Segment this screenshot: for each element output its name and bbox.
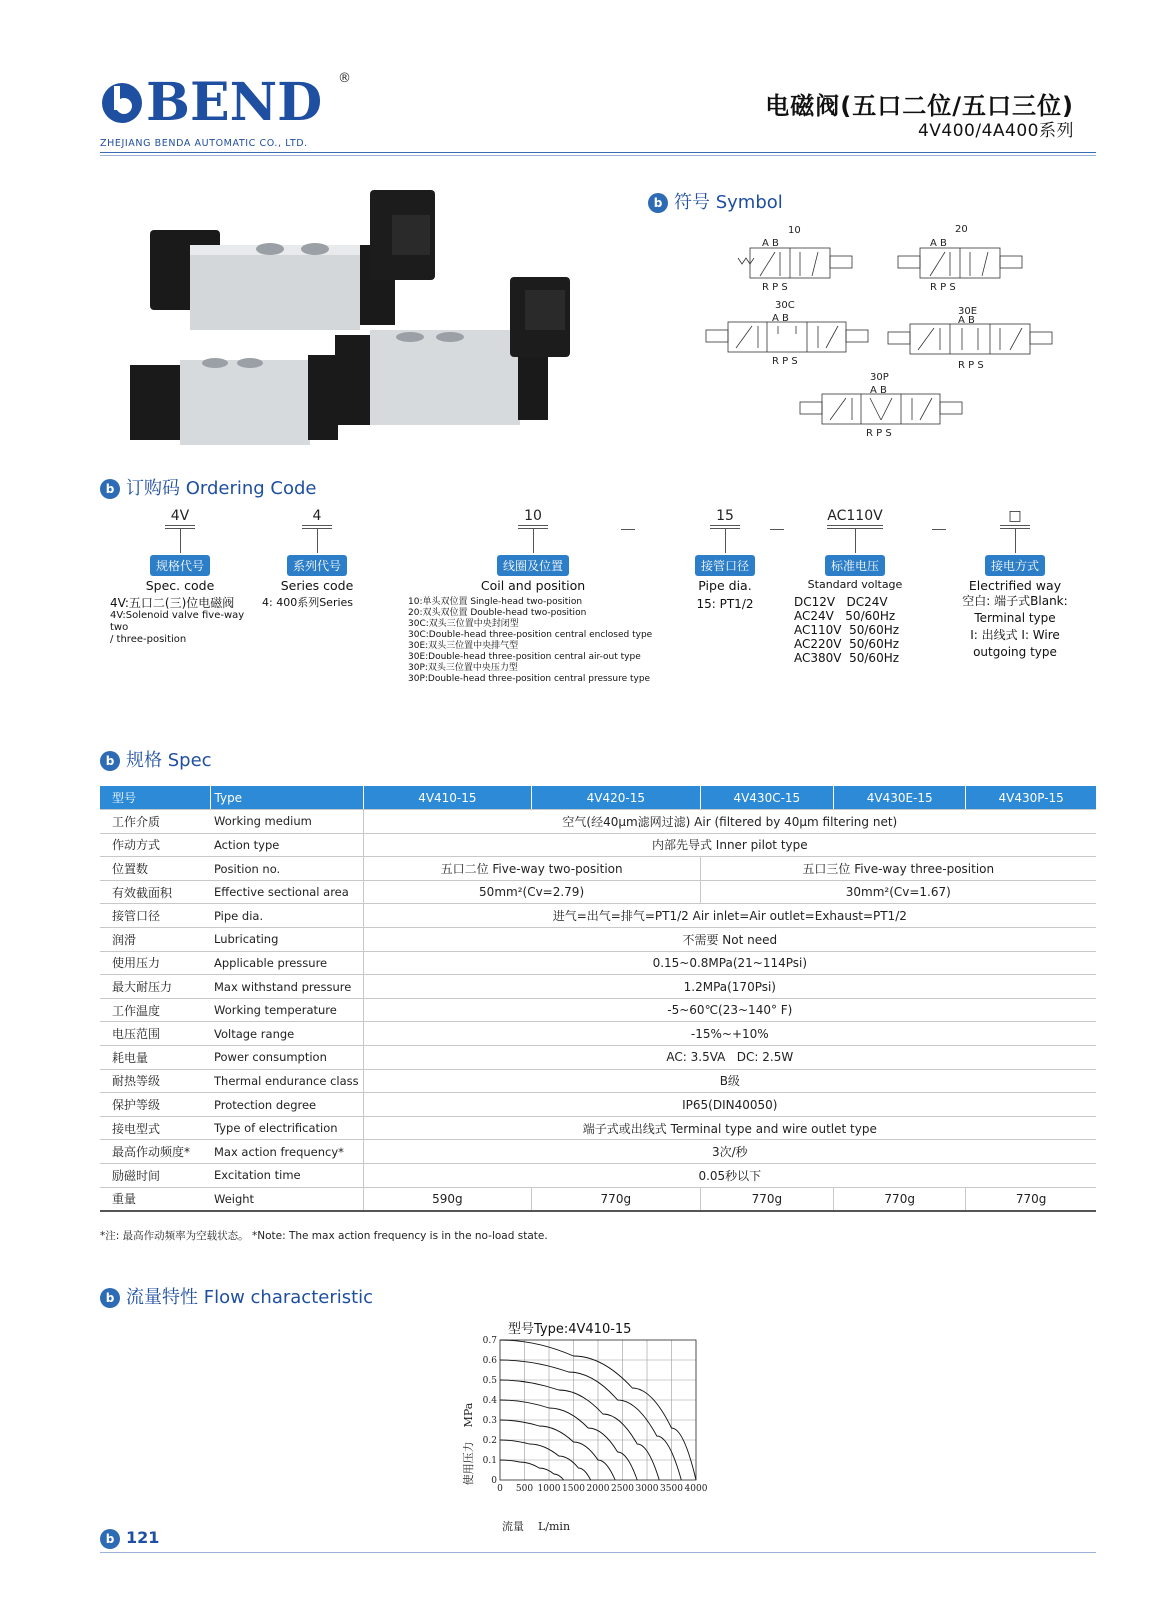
x-tick-label: 1000: [537, 1484, 561, 1494]
code-stem: [725, 529, 726, 553]
product-photo: [130, 185, 600, 455]
symbol-ab: A B: [930, 238, 947, 249]
section-bullet-icon: b: [100, 1288, 120, 1308]
row-label-cn: 作动方式: [100, 833, 210, 857]
svg-text:®: ®: [338, 71, 351, 86]
row-label-cn: 励磁时间: [100, 1164, 210, 1188]
code-stem: [855, 529, 856, 553]
row-label-cn: 工作介质: [100, 810, 210, 834]
code-underline: [1000, 525, 1030, 526]
ordering-col-pipe: [680, 508, 770, 611]
row-value: 五口二位 Five-way two-position: [363, 857, 700, 881]
ordering-code: AC110V: [827, 508, 883, 524]
table-row: [100, 951, 1096, 975]
code-stem: [1015, 529, 1016, 553]
symbol-ab: A B: [870, 385, 887, 396]
symbol-label-30e: 30E: [958, 306, 978, 317]
ordering-en-label: Series code: [280, 578, 354, 593]
row-value: B级: [363, 1069, 1096, 1093]
table-row: [100, 1069, 1096, 1093]
row-value: 3次/秒: [363, 1140, 1096, 1164]
chart-y-axis-label: 使用压力 MPa: [462, 1402, 475, 1486]
row-value: 不需要 Not need: [363, 928, 1096, 952]
row-value: 0.15~0.8MPa(21~114Psi): [363, 951, 1096, 975]
table-row: [100, 975, 1096, 999]
header-divider-2: [100, 155, 1096, 156]
ordering-desc: DC12V DC24V: [794, 595, 888, 609]
code-separator: [770, 529, 784, 530]
row-value: 五口三位 Five-way three-position: [700, 857, 1096, 881]
x-tick-label: 2500: [611, 1484, 634, 1494]
symbol-ab: A B: [762, 238, 779, 249]
row-value: 770g: [834, 1187, 966, 1211]
chart-title: 型号Type:4V410-15: [508, 1322, 632, 1337]
ordering-desc: 30P:Double-head three-position central pressure type: [408, 674, 651, 684]
y-tick-label: 0.7: [482, 1336, 497, 1346]
ordering-en-label: Pipe dia.: [698, 578, 752, 593]
table-row: [100, 1140, 1096, 1164]
spec-table: [100, 786, 1096, 1212]
ordering-badge: 规格代号: [150, 555, 210, 576]
header-cell: 4V410-15: [363, 786, 531, 810]
ordering-code: □: [1008, 508, 1022, 524]
ordering-col-voltage: [790, 508, 920, 665]
ordering-desc: 空白: 端子式Blank:: [962, 594, 1068, 608]
symbol-heading: b 符号 Symbol: [648, 188, 783, 214]
ordering-col-spec: [110, 508, 250, 646]
ordering-desc: 4V:Solenoid valve five-way two: [110, 610, 245, 633]
header-cell: 4V430P-15: [966, 786, 1096, 810]
ordering-badge: 标准电压: [825, 555, 885, 576]
section-bullet-icon: b: [648, 193, 668, 213]
row-label-cn: 工作温度: [100, 998, 210, 1022]
row-value: -5~60℃(23~140° F): [363, 998, 1096, 1022]
code-separator: [932, 529, 946, 530]
ordering-desc: 10:单头双位置 Single-head two-position: [408, 597, 583, 607]
ordering-col-series: [262, 508, 372, 610]
x-tick-label: 3000: [635, 1484, 659, 1494]
row-label-cn: 接管口径: [100, 904, 210, 928]
row-label-en: Position no.: [210, 857, 363, 881]
table-row: [100, 810, 1096, 834]
row-label-en: Excitation time: [210, 1164, 363, 1188]
row-label-en: Working temperature: [210, 998, 363, 1022]
symbol-rps: R P S: [930, 282, 956, 293]
table-header-row: [100, 786, 1096, 810]
row-label-en: Voltage range: [210, 1022, 363, 1046]
header-cell: 4V430E-15: [834, 786, 966, 810]
code-underline: [165, 525, 195, 526]
row-label-cn: 接电型式: [100, 1116, 210, 1140]
spec-footnote: *注: 最高作动频率为空载状态。 *Note: The max action frequency is in the no-load state.: [100, 1230, 548, 1242]
row-label-cn: 重量: [100, 1187, 210, 1211]
flow-chart: [460, 1334, 760, 1534]
table-row: [100, 1116, 1096, 1140]
row-value: 空气(经40μm滤网过滤) Air (filtered by 40μm filtering net): [363, 810, 1096, 834]
row-value: 770g: [532, 1187, 700, 1211]
ordering-desc: AC380V 50/60Hz: [794, 651, 900, 665]
row-label-en: Thermal endurance class: [210, 1069, 363, 1093]
symbol-rps: R P S: [958, 360, 984, 371]
symbol-label-20: 20: [955, 224, 968, 235]
ordering-desc: 30C:双头三位置中央封闭型: [408, 619, 519, 629]
ordering-badge: 系列代号: [287, 555, 347, 576]
code-underline: [302, 525, 332, 526]
section-bullet-icon: b: [100, 479, 120, 499]
row-label-en: Effective sectional area: [210, 880, 363, 904]
table-row: [100, 833, 1096, 857]
row-label-en: Power consumption: [210, 1046, 363, 1070]
ordering-col-electrified: [950, 508, 1080, 661]
row-label-en: Protection degree: [210, 1093, 363, 1117]
svg-text:BEND: BEND: [146, 72, 323, 133]
x-tick-label: 2000: [586, 1484, 610, 1494]
ordering-badge: 接管口径: [695, 555, 755, 576]
table-row: [100, 880, 1096, 904]
x-tick-label: 3500: [660, 1484, 683, 1494]
row-label-cn: 最大耐压力: [100, 975, 210, 999]
y-tick-label: 0.6: [482, 1356, 497, 1366]
row-value: 770g: [700, 1187, 834, 1211]
row-label-cn: 耐热等级: [100, 1069, 210, 1093]
row-label-cn: 位置数: [100, 857, 210, 881]
table-row: [100, 857, 1096, 881]
row-value: 590g: [363, 1187, 531, 1211]
ordering-en-label: Spec. code: [145, 578, 215, 593]
section-bullet-icon: b: [100, 1529, 120, 1549]
ordering-badge: 线圈及位置: [497, 555, 569, 576]
header-cell: 4V420-15: [532, 786, 700, 810]
row-label-en: Working medium: [210, 810, 363, 834]
y-tick-label: 0: [491, 1476, 497, 1486]
code-stem: [180, 529, 181, 553]
row-value: -15%~+10%: [363, 1022, 1096, 1046]
footer-divider: [100, 1552, 1096, 1553]
code-underline: [518, 525, 548, 526]
symbol-label-30p: 30P: [870, 372, 889, 383]
y-tick-label: 0.5: [482, 1376, 497, 1386]
symbol-ab: A B: [772, 313, 789, 324]
row-value: AC: 3.5VA DC: 2.5W: [363, 1046, 1096, 1070]
ordering-desc: / three-position: [110, 634, 187, 645]
ordering-en-label: Standard voltage: [807, 578, 903, 591]
ordering-desc: AC220V 50/60Hz: [794, 637, 900, 651]
y-tick-label: 0.1: [482, 1456, 497, 1466]
code-stem: [533, 529, 534, 553]
chart-ticks: [483, 1336, 708, 1494]
ordering-en-label: Coil and position: [480, 578, 586, 593]
code-separator: [621, 529, 635, 530]
ordering-desc: 30E:Double-head three-position central air-out type: [408, 652, 641, 662]
code-underline: [710, 525, 740, 526]
symbol-rps: R P S: [772, 356, 798, 367]
row-value: 内部先导式 Inner pilot type: [363, 833, 1096, 857]
ordering-en-label: Electrified way: [968, 578, 1062, 593]
row-label-en: Lubricating: [210, 928, 363, 952]
x-tick-label: 1500: [562, 1484, 585, 1494]
header-cell: Type: [210, 786, 363, 810]
spec-heading: b 规格 Spec: [100, 746, 212, 772]
row-value: 50mm²(Cv=2.79): [363, 880, 700, 904]
row-value: 770g: [966, 1187, 1096, 1211]
ordering-desc: AC110V 50/60Hz: [794, 623, 900, 637]
ordering-code: 15: [716, 508, 734, 524]
row-label-en: Action type: [210, 833, 363, 857]
flow-curve: [500, 1460, 564, 1480]
benda-logo: [100, 68, 360, 138]
flow-heading: b 流量特性 Flow characteristic: [100, 1283, 373, 1309]
row-value: 1.2MPa(170Psi): [363, 975, 1096, 999]
y-tick-label: 0.3: [482, 1416, 497, 1426]
row-label-en: Type of electrification: [210, 1116, 363, 1140]
row-value: 30mm²(Cv=1.67): [700, 880, 1096, 904]
table-row: [100, 1164, 1096, 1188]
table-row: [100, 998, 1096, 1022]
ordering-code: 4: [312, 508, 322, 524]
ordering-code: 4V: [170, 508, 190, 524]
ordering-col-coil: [408, 508, 658, 685]
chart-x-axis-label: 流量 L/min: [502, 1520, 571, 1533]
table-row: [100, 1046, 1096, 1070]
x-tick-label: 4000: [684, 1484, 708, 1494]
ordering-desc: Terminal type: [974, 611, 1056, 625]
row-label-cn: 保护等级: [100, 1093, 210, 1117]
row-label-cn: 耗电量: [100, 1046, 210, 1070]
page-subtitle: 4V400/4A400系列: [917, 121, 1074, 141]
ordering-code: 10: [524, 508, 542, 524]
table-row: [100, 1187, 1096, 1211]
row-label-en: Max withstand pressure: [210, 975, 363, 999]
row-label-cn: 电压范围: [100, 1022, 210, 1046]
company-name: ZHEJIANG BENDA AUTOMATIC CO., LTD.: [100, 138, 308, 149]
header-divider: [100, 152, 1096, 153]
symbol-rps: R P S: [762, 282, 788, 293]
row-value: 端子式或出线式 Terminal type and wire outlet type: [363, 1116, 1096, 1140]
ordering-desc: I: 出线式 I: Wire: [970, 628, 1060, 642]
row-label-cn: 最高作动频度*: [100, 1140, 210, 1164]
symbol-label-10: 10: [788, 225, 801, 236]
row-label-cn: 润滑: [100, 928, 210, 952]
row-value: IP65(DIN40050): [363, 1093, 1096, 1117]
header-cell: 型号: [100, 786, 210, 810]
row-label-cn: 有效截面积: [100, 880, 210, 904]
chart-grid: [500, 1340, 696, 1480]
ordering-desc: 15: PT1/2: [696, 597, 754, 611]
ordering-badge: 接电方式: [985, 555, 1045, 576]
ordering-desc: 30E:双头三位置中央排气型: [408, 641, 519, 651]
table-row: [100, 1022, 1096, 1046]
code-stem: [317, 529, 318, 553]
symbol-rps: R P S: [866, 428, 892, 439]
ordering-desc: 30P:双头三位置中央压力型: [408, 663, 518, 673]
ordering-desc: 4V:五口二(三)位电磁阀: [110, 596, 235, 610]
row-label-en: Weight: [210, 1187, 363, 1211]
code-underline: [827, 525, 883, 526]
table-row: [100, 928, 1096, 952]
page-number: b 121: [100, 1528, 159, 1549]
x-tick-label: 500: [515, 1484, 534, 1494]
row-label-en: Applicable pressure: [210, 951, 363, 975]
header-cell: 4V430C-15: [700, 786, 834, 810]
ordering-desc: 20:双头双位置 Double-head two-position: [408, 608, 587, 618]
section-bullet-icon: b: [100, 751, 120, 771]
ordering-heading: b 订购码 Ordering Code: [100, 474, 317, 500]
ordering-desc: AC24V 50/60Hz: [794, 609, 896, 623]
ordering-desc: 30C:Double-head three-position central enclosed type: [408, 630, 653, 640]
flow-curve: [500, 1380, 659, 1480]
ordering-desc: outgoing type: [973, 645, 1057, 659]
row-value: 进气=出气=排气=PT1/2 Air inlet=Air outlet=Exhaust=PT1/2: [363, 904, 1096, 928]
y-tick-label: 0.2: [482, 1436, 497, 1446]
row-label-cn: 使用压力: [100, 951, 210, 975]
symbol-label-30c: 30C: [775, 300, 795, 311]
page-title: 电磁阀(五口二位/五口三位): [765, 92, 1074, 120]
row-label-en: Max action frequency*: [210, 1140, 363, 1164]
y-tick-label: 0.4: [482, 1396, 497, 1406]
ordering-desc: 4: 400系列Series: [262, 596, 354, 609]
x-tick-label: 0: [497, 1484, 503, 1494]
table-row: [100, 1093, 1096, 1117]
table-row: [100, 904, 1096, 928]
valve-symbols-diagram: [700, 218, 1090, 458]
row-value: 0.05秒以下: [363, 1164, 1096, 1188]
row-label-en: Pipe dia.: [210, 904, 363, 928]
symbol-ab: A B: [958, 315, 975, 326]
